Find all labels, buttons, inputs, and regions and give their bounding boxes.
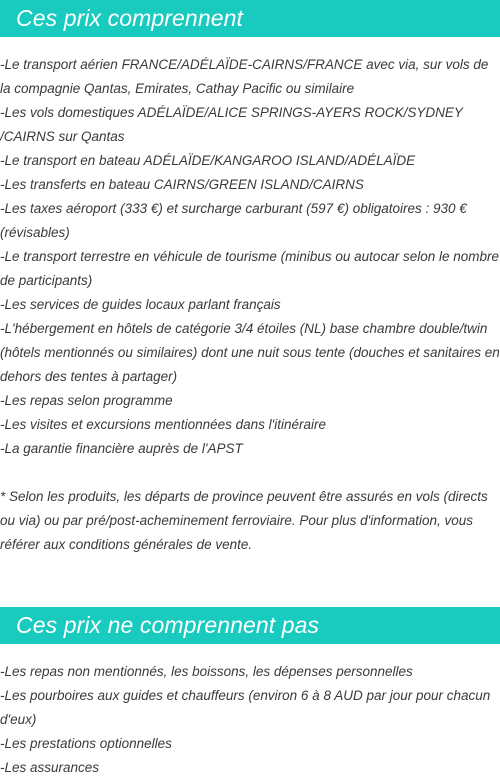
list-item: -L'hébergement en hôtels de catégorie 3/4 étoiles (NL) base chambre double/twin (hôtels mentionnés ou similaires) dont une nuit sous tente (douches et sanitaires en dehors des tentes à partager) bbox=[0, 321, 500, 384]
note-text: * Selon les produits, les départs de province peuvent être assurés en vols (directs ou via) ou par pré/post-acheminement ferroviaire. Pour plus d'information, vous référer aux conditions générales de vente. bbox=[0, 489, 488, 552]
excluded-section-header bbox=[0, 607, 500, 644]
list-item: -Le transport en bateau ADÉLAÏDE/KANGAROO ISLAND/ADÉLAÏDE bbox=[0, 153, 416, 168]
list-item: -Les assurances bbox=[0, 760, 100, 775]
list-item: -Les vols domestiques ADÉLAÏDE/ALICE SPRINGS-AYERS ROCK/SYDNEY /CAIRNS sur Qantas bbox=[0, 105, 463, 144]
excluded-title: Ces prix ne comprennent pas bbox=[16, 612, 320, 638]
list-item: -Le transport terrestre en véhicule de tourisme (minibus ou autocar selon le nombre de participants) bbox=[0, 249, 499, 288]
list-item: -Les transferts en bateau CAIRNS/GREEN ISLAND/CAIRNS bbox=[0, 177, 364, 192]
included-section-header bbox=[0, 0, 500, 37]
list-item: -Les services de guides locaux parlant français bbox=[0, 297, 281, 312]
list-item: -Les repas selon programme bbox=[0, 393, 173, 408]
list-item: -Les taxes aéroport (333 €) et surcharge carburant (597 €) obligatoires : 930 € (révisables) bbox=[0, 201, 467, 240]
list-item: -Les repas non mentionnés, les boissons, les dépenses personnelles bbox=[0, 664, 413, 679]
list-item: -Les prestations optionnelles bbox=[0, 736, 172, 751]
included-list bbox=[0, 53, 500, 461]
list-item: -Les visites et excursions mentionnées dans l'itinéraire bbox=[0, 417, 326, 432]
list-item: -Les pourboires aux guides et chauffeurs (environ 6 à 8 AUD par jour pour chacun d'eux) bbox=[0, 688, 491, 727]
included-title: Ces prix comprennent bbox=[16, 5, 243, 31]
list-item: -La garantie financière auprès de l'APST bbox=[0, 441, 243, 456]
excluded-list bbox=[0, 660, 500, 780]
list-item: -Le transport aérien FRANCE/ADÉLAÏDE-CAIRNS/FRANCE avec via, sur vols de la compagnie Qantas, Emirates, Cathay Pacific ou similaire bbox=[0, 57, 489, 96]
departure-note bbox=[0, 485, 500, 557]
